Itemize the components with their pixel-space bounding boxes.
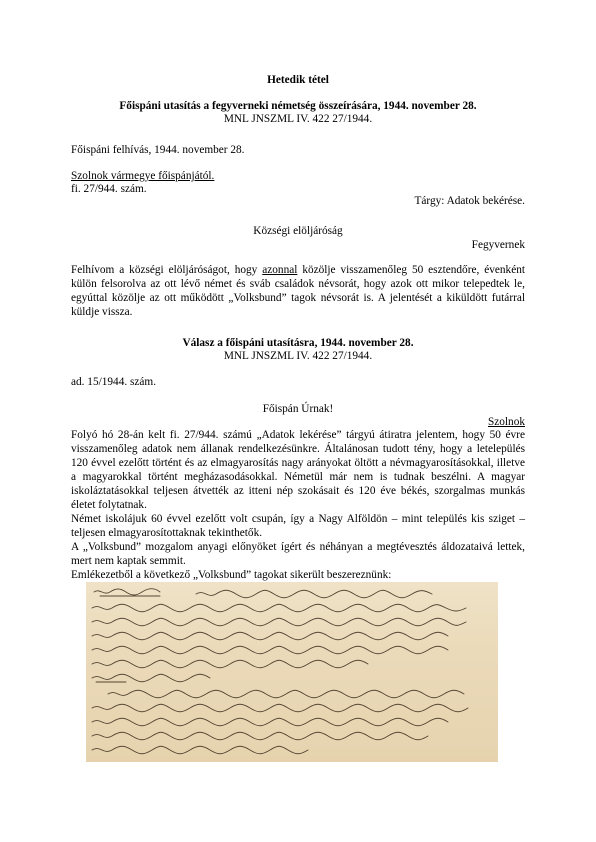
doc2-salutation: Főispán Úrnak! xyxy=(262,403,334,415)
doc1-body xyxy=(71,263,525,319)
handwriting-scribbles xyxy=(86,582,498,762)
doc1-origin: Szolnok vármegye főispánjától. xyxy=(71,170,215,182)
doc1-body-end: közölje visszamenőleg 50 esztendőre, évenként külön felsorolva az ott lévő német és sváb családok névsorát, hogy azok ott mikor telepedtek le, egyúttal közölje az ott működött „Volksbund” tagok névsorát is. A jelentését a kiküldött futárral küldje vissza. xyxy=(71,264,525,318)
doc2-place: Szolnok xyxy=(487,416,525,428)
doc2-reference-number: ad. 15/1944. szám. xyxy=(71,376,157,388)
doc1-place: Fegyvernek xyxy=(471,239,525,251)
handwritten-name-list-image xyxy=(86,582,498,762)
doc2-archive-ref: MNL JNSZML IV. 422 27/1944. xyxy=(223,350,373,362)
doc1-recipient: Községi elöljáróság xyxy=(253,225,343,237)
doc1-title: Főispáni utasítás a fegyverneki németség összeírására, 1944. november 28. xyxy=(119,100,477,112)
doc1-reference-number: fi. 27/944. szám. xyxy=(71,183,147,195)
doc2-paragraph-2: Német iskolájuk 60 évvel ezelőtt volt csupán, így a Nagy Alföldön – mint település kis sziget – teljesen elmagyarosítottaknak tekinthetők. xyxy=(71,513,525,539)
doc1-subject: Tárgy: Adatok bekérése. xyxy=(414,195,525,207)
doc2-body xyxy=(71,428,525,582)
doc1-archive-ref: MNL JNSZML IV. 422 27/1944. xyxy=(223,113,373,125)
doc2-paragraph-4: Emlékezetből a következő „Volksbund” tagokat sikerült beszereznünk: xyxy=(71,569,392,581)
doc1-body-emphasis: azonnal xyxy=(262,264,298,276)
doc1-felhivas-line: Főispáni felhívás, 1944. november 28. xyxy=(71,144,245,156)
doc2-title: Válasz a főispáni utasításra, 1944. november 28. xyxy=(182,337,414,349)
section-heading: Hetedik tétel xyxy=(267,74,329,86)
doc2-paragraph-1: Folyó hó 28-án kelt fi. 27/944. számú „Adatok lekérése” tárgyú átiratra jelentem, hogy 50 évre visszamenőleg adatok nem állanak rendelkezésünkre. Általánosan tudott tény, hogy a letelepülés 120 évvel ezelőtt történt és az elmagyarosítás nagy arányokat öltött a névmagyarosításokkal, illetve a magyarokkal történt megházasodásokkal. Németül már nem is tudnak beszélni. A magyar iskoláztatásokkal teljesen átvették az itteni nép szokásait és 120 éve békés, szorgalmas munkás életet folytatnak. xyxy=(71,429,525,511)
doc1-body-start: Felhívom a községi elöljáróságot, hogy xyxy=(71,264,263,276)
doc2-paragraph-3: A „Volksbund” mozgalom anyagi előnyöket ígért és néhányan a megtévesztés áldozataivá lettek, mert nem kaptak semmit. xyxy=(71,541,525,567)
